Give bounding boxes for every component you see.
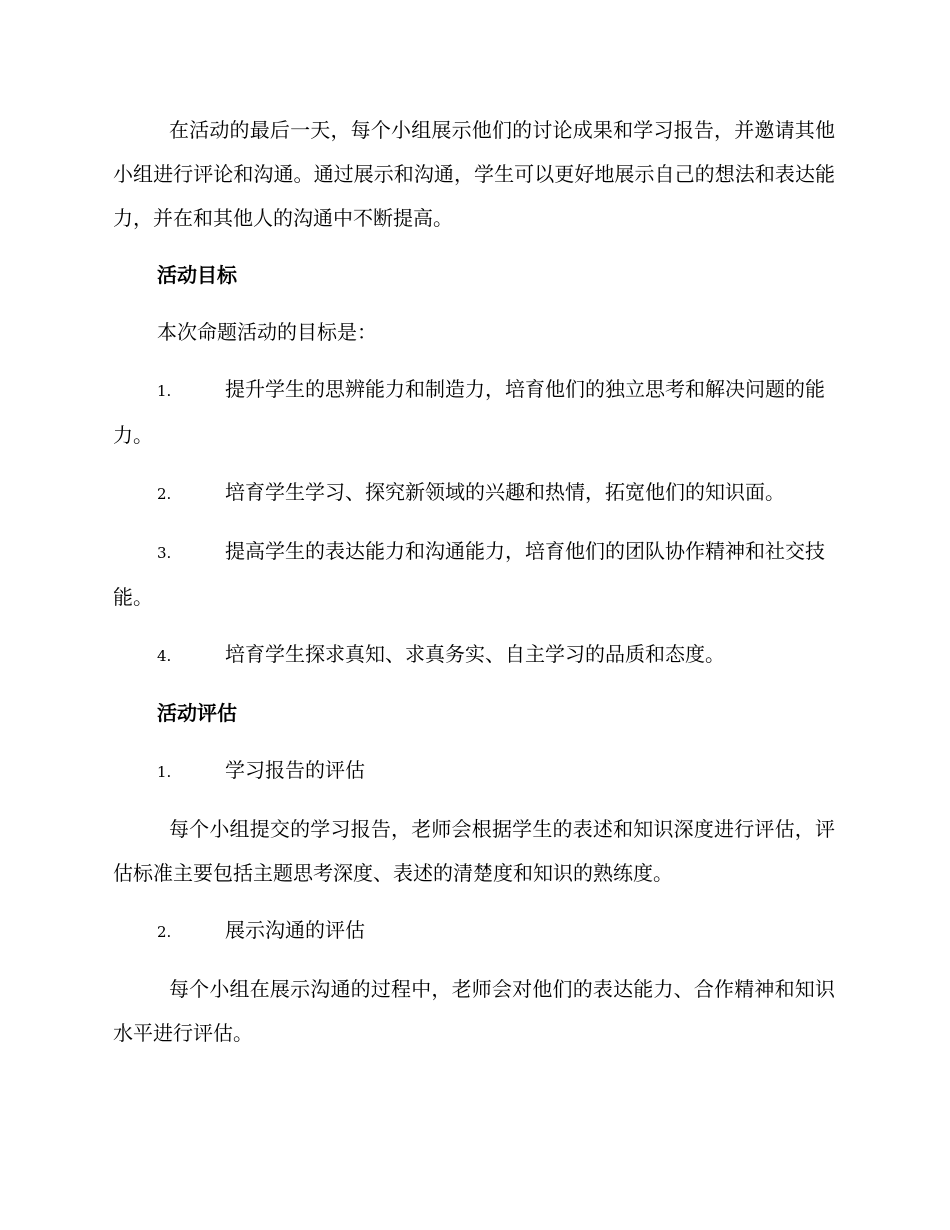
list-item [113, 367, 835, 457]
list-number: 3. [157, 544, 172, 562]
list-title: 展示沟通的评估 [225, 918, 365, 942]
list-text: 培育学生探求真知、求真务实、自主学习的品质和态度。 [225, 642, 725, 666]
list-title: 学习报告的评估 [225, 758, 365, 782]
list-item [113, 748, 835, 794]
list-number: 1. [157, 382, 172, 400]
list-text: 提高学生的表达能力和沟通能力，培育他们的团队协作精神和社交技能。 [113, 539, 825, 609]
goals-intro: 本次命题活动的目标是： [157, 320, 377, 344]
list-number: 2. [157, 923, 172, 941]
document-page [113, 108, 835, 1068]
list-item [113, 529, 835, 619]
list-item [113, 470, 835, 516]
eval-heading: 活动评估 [157, 701, 237, 725]
eval-description: 每个小组在展示沟通的过程中，老师会对他们的表达能力、合作精神和知识水平进行评估。 [113, 977, 835, 1045]
list-number: 1. [157, 763, 172, 781]
list-item [113, 632, 835, 678]
list-text: 培育学生学习、探究新领域的兴趣和热情，拓宽他们的知识面。 [225, 480, 785, 504]
intro-paragraph: 在活动的最后一天，每个小组展示他们的讨论成果和学习报告，并邀请其他小组进行评论和沟通。通过展示和沟通，学生可以更好地展示自己的想法和表达能力，并在和其他人的沟通中不断提高。 [113, 118, 835, 230]
goals-heading: 活动目标 [157, 263, 237, 287]
list-number: 4. [157, 647, 172, 665]
list-text: 提升学生的思辨能力和制造力，培育他们的独立思考和解决问题的能力。 [113, 377, 825, 447]
eval-description: 每个小组提交的学习报告，老师会根据学生的表述和知识深度进行评估，评估标准主要包括主题思考深度、表述的清楚度和知识的熟练度。 [113, 817, 835, 885]
list-number: 2. [157, 485, 172, 503]
list-item [113, 908, 835, 954]
